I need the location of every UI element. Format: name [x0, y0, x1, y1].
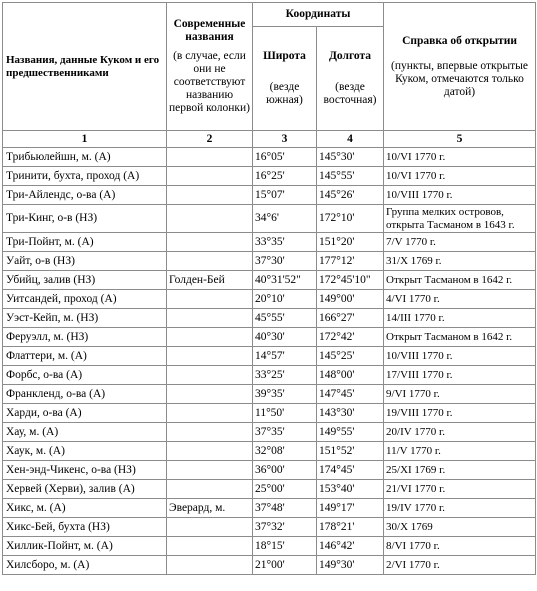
- place-name-cell: Убийц, залив (НЗ): [3, 271, 167, 290]
- place-name-cell: Три-Айлендс, о-ва (А): [3, 186, 167, 205]
- modern-name-cell: [167, 309, 253, 328]
- table-row: [3, 499, 536, 518]
- modern-name-cell: [167, 167, 253, 186]
- longitude-cell: 148°00': [317, 366, 384, 385]
- discovery-info-cell: Группа мелких островов, открыта Тасманом в 1643 г.: [384, 205, 536, 233]
- place-name-cell: Хиллик-Пойнт, м. (А): [3, 537, 167, 556]
- modern-name-cell: [167, 148, 253, 167]
- modern-name-cell: [167, 328, 253, 347]
- discovery-info-cell: 11/V 1770 г.: [384, 442, 536, 461]
- modern-name-cell: [167, 233, 253, 252]
- modern-name-cell: [167, 518, 253, 537]
- modern-name-cell: [167, 423, 253, 442]
- latitude-cell: 37°32': [253, 518, 317, 537]
- modern-name-cell: [167, 347, 253, 366]
- latitude-cell: 37°48': [253, 499, 317, 518]
- longitude-cell: 149°55': [317, 423, 384, 442]
- discovery-info-cell: 10/VIII 1770 г.: [384, 186, 536, 205]
- table-row: [3, 309, 536, 328]
- column-numbers-row: [3, 131, 536, 148]
- table-row: [3, 233, 536, 252]
- table-row: [3, 442, 536, 461]
- discovery-info-cell: 25/XI 1769 г.: [384, 461, 536, 480]
- discovery-info-cell: 9/VI 1770 г.: [384, 385, 536, 404]
- header-longitude-note: (везде восточная): [323, 81, 377, 106]
- table-row: [3, 328, 536, 347]
- modern-name-cell: [167, 252, 253, 271]
- place-name-cell: Уайт, о-в (НЗ): [3, 252, 167, 271]
- table-row: [3, 480, 536, 499]
- latitude-cell: 15°07': [253, 186, 317, 205]
- header-modern-names: [167, 3, 253, 131]
- place-name-cell: Хервей (Херви), залив (А): [3, 480, 167, 499]
- table-row: [3, 148, 536, 167]
- table-row: [3, 252, 536, 271]
- discovery-info-cell: Открыт Тасманом в 1642 г.: [384, 271, 536, 290]
- place-name-cell: Хикс, м. (А): [3, 499, 167, 518]
- longitude-cell: 149°30': [317, 556, 384, 575]
- latitude-cell: 40°30': [253, 328, 317, 347]
- longitude-cell: 145°30': [317, 148, 384, 167]
- table-row: [3, 186, 536, 205]
- latitude-cell: 11°50': [253, 404, 317, 423]
- latitude-cell: 32°08': [253, 442, 317, 461]
- discovery-info-cell: 14/III 1770 г.: [384, 309, 536, 328]
- modern-name-cell: Голден-Бей: [167, 271, 253, 290]
- latitude-cell: 16°05': [253, 148, 317, 167]
- discovery-info-cell: 7/V 1770 г.: [384, 233, 536, 252]
- latitude-cell: 40°31'52": [253, 271, 317, 290]
- header-latitude: [253, 27, 317, 131]
- place-name-cell: Форбс, о-ва (А): [3, 366, 167, 385]
- discovery-info-cell: 10/VI 1770 г.: [384, 167, 536, 186]
- longitude-cell: 172°42': [317, 328, 384, 347]
- discovery-info-cell: 19/IV 1770 г.: [384, 499, 536, 518]
- modern-name-cell: [167, 442, 253, 461]
- table-row: [3, 518, 536, 537]
- modern-name-cell: [167, 366, 253, 385]
- place-name-cell: Хилсборо, м. (А): [3, 556, 167, 575]
- column-number: 1: [3, 131, 167, 148]
- table-row: [3, 461, 536, 480]
- discovery-info-cell: 19/VIII 1770 г.: [384, 404, 536, 423]
- table-row: [3, 290, 536, 309]
- modern-name-cell: [167, 480, 253, 499]
- place-name-cell: Хикс-Бей, бухта (НЗ): [3, 518, 167, 537]
- latitude-cell: 21°00': [253, 556, 317, 575]
- modern-name-cell: Эверард, м.: [167, 499, 253, 518]
- place-name-cell: Харди, о-ва (А): [3, 404, 167, 423]
- latitude-cell: 37°30': [253, 252, 317, 271]
- longitude-cell: 143°30': [317, 404, 384, 423]
- discovery-info-cell: 10/VIII 1770 г.: [384, 347, 536, 366]
- header-modern-title: Современные названия: [173, 18, 246, 43]
- latitude-cell: 33°35': [253, 233, 317, 252]
- table-row: [3, 423, 536, 442]
- latitude-cell: 16°25': [253, 167, 317, 186]
- table-row: [3, 347, 536, 366]
- header-coordinates: Координаты: [253, 3, 384, 27]
- table-row: [3, 366, 536, 385]
- table-row: [3, 404, 536, 423]
- latitude-cell: 18°15': [253, 537, 317, 556]
- table-row: [3, 556, 536, 575]
- table-row: [3, 271, 536, 290]
- longitude-cell: 178°21': [317, 518, 384, 537]
- table-row: [3, 167, 536, 186]
- longitude-cell: 166°27': [317, 309, 384, 328]
- discovery-info-cell: 4/VI 1770 г.: [384, 290, 536, 309]
- longitude-cell: 149°17': [317, 499, 384, 518]
- header-discovery-info: [384, 3, 536, 131]
- place-name-cell: Флаттери, м. (А): [3, 347, 167, 366]
- header-latitude-note: (везде южная): [266, 81, 303, 106]
- place-name-cell: Три-Кинг, о-в (НЗ): [3, 205, 167, 233]
- column-number: 4: [317, 131, 384, 148]
- modern-name-cell: [167, 537, 253, 556]
- header-latitude-title: Широта: [263, 50, 306, 62]
- modern-name-cell: [167, 186, 253, 205]
- longitude-cell: 174°45': [317, 461, 384, 480]
- modern-name-cell: [167, 205, 253, 233]
- place-name-cell: Феруэлл, м. (НЗ): [3, 328, 167, 347]
- longitude-cell: 151°20': [317, 233, 384, 252]
- modern-name-cell: [167, 385, 253, 404]
- header-longitude: [317, 27, 384, 131]
- longitude-cell: 146°42': [317, 537, 384, 556]
- discovery-info-cell: 17/VIII 1770 г.: [384, 366, 536, 385]
- discoveries-table: [2, 2, 536, 575]
- header-longitude-title: Долгота: [328, 50, 372, 62]
- place-name-cell: Хау, м. (А): [3, 423, 167, 442]
- modern-name-cell: [167, 404, 253, 423]
- discovery-info-cell: 20/IV 1770 г.: [384, 423, 536, 442]
- table-row: [3, 205, 536, 233]
- longitude-cell: 172°10': [317, 205, 384, 233]
- discovery-info-cell: 31/X 1769 г.: [384, 252, 536, 271]
- place-name-cell: Тринити, бухта, проход (А): [3, 167, 167, 186]
- latitude-cell: 39°35': [253, 385, 317, 404]
- longitude-cell: 177°12': [317, 252, 384, 271]
- modern-name-cell: [167, 556, 253, 575]
- latitude-cell: 20°10': [253, 290, 317, 309]
- latitude-cell: 33°25': [253, 366, 317, 385]
- discovery-info-cell: 2/VI 1770 г.: [384, 556, 536, 575]
- place-name-cell: Уитсандей, проход (А): [3, 290, 167, 309]
- discovery-info-cell: 21/VI 1770 г.: [384, 480, 536, 499]
- place-name-cell: Трибьюлейшн, м. (А): [3, 148, 167, 167]
- latitude-cell: 36°00': [253, 461, 317, 480]
- table-row: [3, 537, 536, 556]
- longitude-cell: 151°52': [317, 442, 384, 461]
- column-number: 3: [253, 131, 317, 148]
- modern-name-cell: [167, 461, 253, 480]
- discovery-info-cell: Открыт Тасманом в 1642 г.: [384, 328, 536, 347]
- header-modern-note: (в случае, если они не соответствуют названию первой колонки): [169, 50, 250, 114]
- longitude-cell: 147°45': [317, 385, 384, 404]
- place-name-cell: Хаук, м. (А): [3, 442, 167, 461]
- table-row: [3, 385, 536, 404]
- longitude-cell: 153°40': [317, 480, 384, 499]
- longitude-cell: 145°25': [317, 347, 384, 366]
- place-name-cell: Уэст-Кейп, м. (НЗ): [3, 309, 167, 328]
- latitude-cell: 14°57': [253, 347, 317, 366]
- longitude-cell: 149°00': [317, 290, 384, 309]
- header-names: Названия, данные Куком и его предшественниками: [3, 3, 167, 131]
- discovery-info-cell: 8/VI 1770 г.: [384, 537, 536, 556]
- longitude-cell: 145°26': [317, 186, 384, 205]
- place-name-cell: Франкленд, о-ва (А): [3, 385, 167, 404]
- column-number: 2: [167, 131, 253, 148]
- column-number: 5: [384, 131, 536, 148]
- discovery-info-cell: 10/VI 1770 г.: [384, 148, 536, 167]
- longitude-cell: 172°45'10": [317, 271, 384, 290]
- longitude-cell: 145°55': [317, 167, 384, 186]
- header-discovery-title: Справка об открытии: [402, 34, 517, 47]
- latitude-cell: 37°35': [253, 423, 317, 442]
- latitude-cell: 34°6': [253, 205, 317, 233]
- latitude-cell: 45°55': [253, 309, 317, 328]
- discovery-info-cell: 30/X 1769: [384, 518, 536, 537]
- latitude-cell: 25°00': [253, 480, 317, 499]
- header-discovery-note: (пункты, впервые открытые Куком, отмечаются только датой): [391, 59, 528, 98]
- place-name-cell: Хен-энд-Чикенс, о-ва (НЗ): [3, 461, 167, 480]
- place-name-cell: Три-Пойнт, м. (А): [3, 233, 167, 252]
- modern-name-cell: [167, 290, 253, 309]
